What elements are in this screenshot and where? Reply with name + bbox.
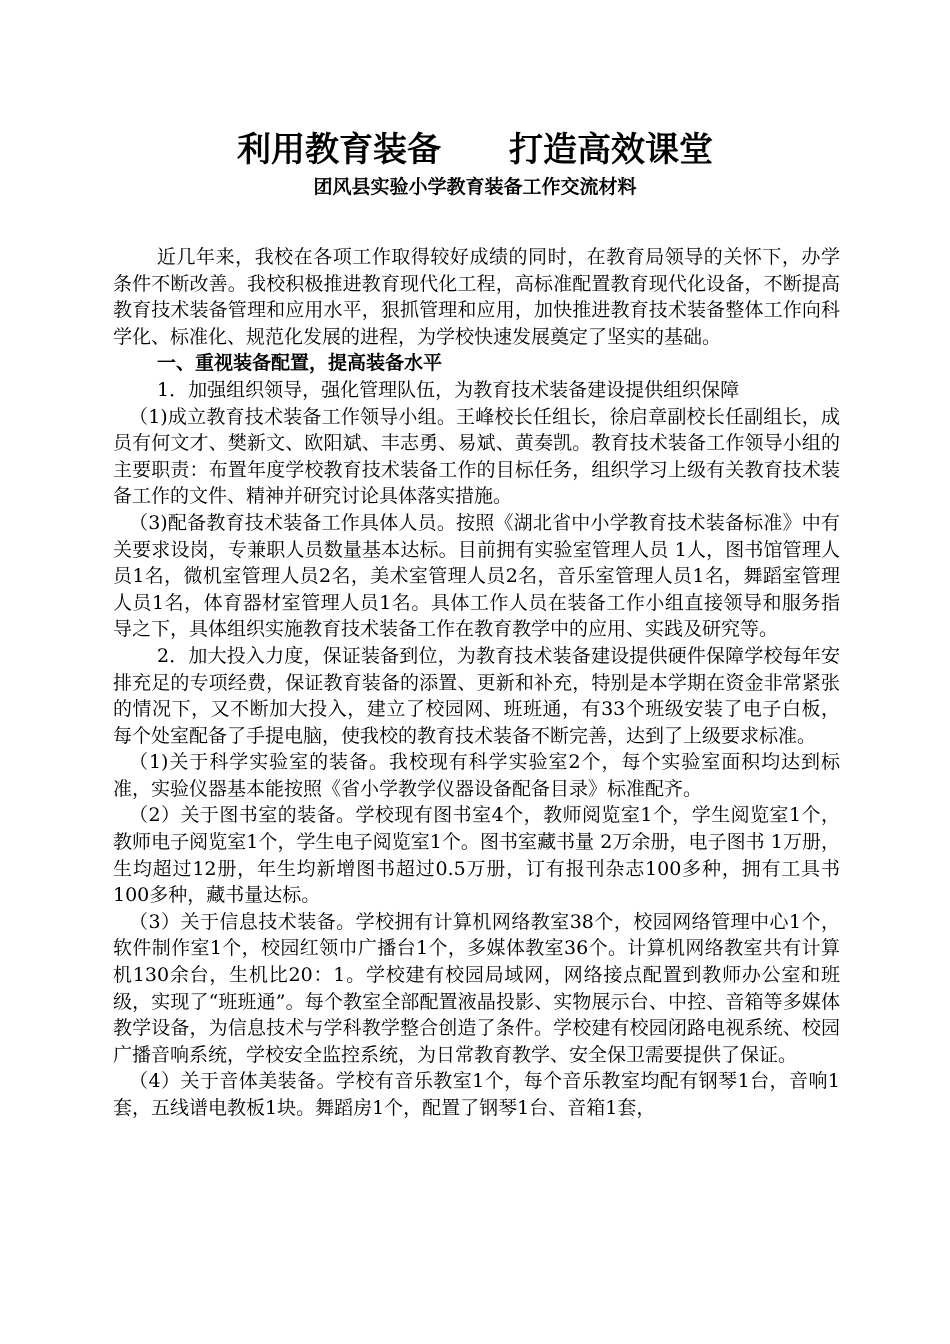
paragraph-item: （2）关于图书室的装备。学校现有图书室4个，教师阅览室1个，学生阅览室1个，教师电子阅览室1个，学生电子阅览室1个。图书室藏书量 2万余册，电子图书 1万册，生均超过12册，年生均新增图书超过0.5万册，订有报刊杂志100多种，拥有工具书100多种，藏书量达标。 [113,804,840,907]
paragraph-item: （4）关于音体美装备。学校有音乐教室1个，每个音乐教室均配有钢琴1台，音响1套，五线谱电教板1块。舞蹈房1个，配置了钢琴1台、音箱1套， [113,1070,840,1119]
paragraph-item: （3)配备教育技术装备工作具体人员。按照《湖北省中小学教育技术装备标准》中有关要求设岗，专兼职人员数量基本达标。目前拥有实验室管理人员 1人，图书馆管理人员1名，微机室管理人员2名，美术室管理人员2名，音乐室管理人员1名，舞蹈室管理人员1名，体育器材室管理人员1名。具体工作人员在装备工作小组直接领导和服务指导之下，具体组织实施教育技术装备工作在教育教学中的应用、实践及研究等。 [113,511,840,641]
paragraph-item: （3）关于信息技术装备。学校拥有计算机网络教室38个，校园网络管理中心1个，软件制作室1个，校园红领巾广播台1个，多媒体教室36个。计算机网络教室共有计算机130余台，生机比20：1。学校建有校园局域网，网络接点配置到教师办公室和班级，实现了“班班通”。每个教室全部配置液晶投影、实物展示台、中控、音箱等多媒体教学设备，为信息技术与学科教学整合创造了条件。学校建有校园闭路电视系统、校园广播音响系统，学校安全监控系统，为日常教育教学、安全保卫需要提供了保证。 [113,910,840,1066]
document-body [113,244,840,1122]
paragraph-intro: 近几年来，我校在各项工作取得较好成绩的同时，在教育局领导的关怀下，办学条件不断改善。我校积极推进教育现代化工程，高标准配置教育现代化设备，不断提高教育技术装备管理和应用水平，狠抓管理和应用，加快推进教育技术装备整体工作向科学化、标准化、规范化发展的进程，为学校快速发展奠定了坚实的基础。 [113,246,840,348]
document-title: 利用教育装备 打造高效课堂 [237,130,713,170]
paragraph-item: （1)成立教育技术装备工作领导小组。王峰校长任组长，徐启章副校长任副组长，成员有何文才、樊新文、欧阳斌、丰志勇、易斌、黄奏凯。教育技术装备工作领导小组的主要职责：布置年度学校教育技术装备工作的目标任务，组织学习上级有关教育技术装备工作的文件、精神并研究讨论具体落实措施。 [113,405,840,508]
document-subtitle: 团风县实验小学教育装备工作交流材料 [313,176,637,198]
subsection-heading: 1．加强组织领导，强化管理队伍，为教育技术装备建设提供组织保障 [157,378,740,401]
paragraph-item: （1)关于科学实验室的装备。我校现有科学实验室2个，每个实验室面积均达到标准，实验仪器基本能按照《省小学教学仪器设备配备目录》标准配齐。 [113,751,840,800]
section-heading: 一、重视装备配置，提高装备水平 [157,352,443,375]
paragraph-item: 2．加大投入力度，保证装备到位，为教育技术装备建设提供硬件保障学校每年安排充足的专项经费，保证教育装备的添置、更新和补充，特别是本学期在资金非常紧张的情况下，又不断加大投入，建立了校园网、班班通，有33个班级安装了电子白板，每个处室配备了手提电脑，使我校的教育技术装备不断完善，达到了上级要求标准。 [113,644,840,747]
